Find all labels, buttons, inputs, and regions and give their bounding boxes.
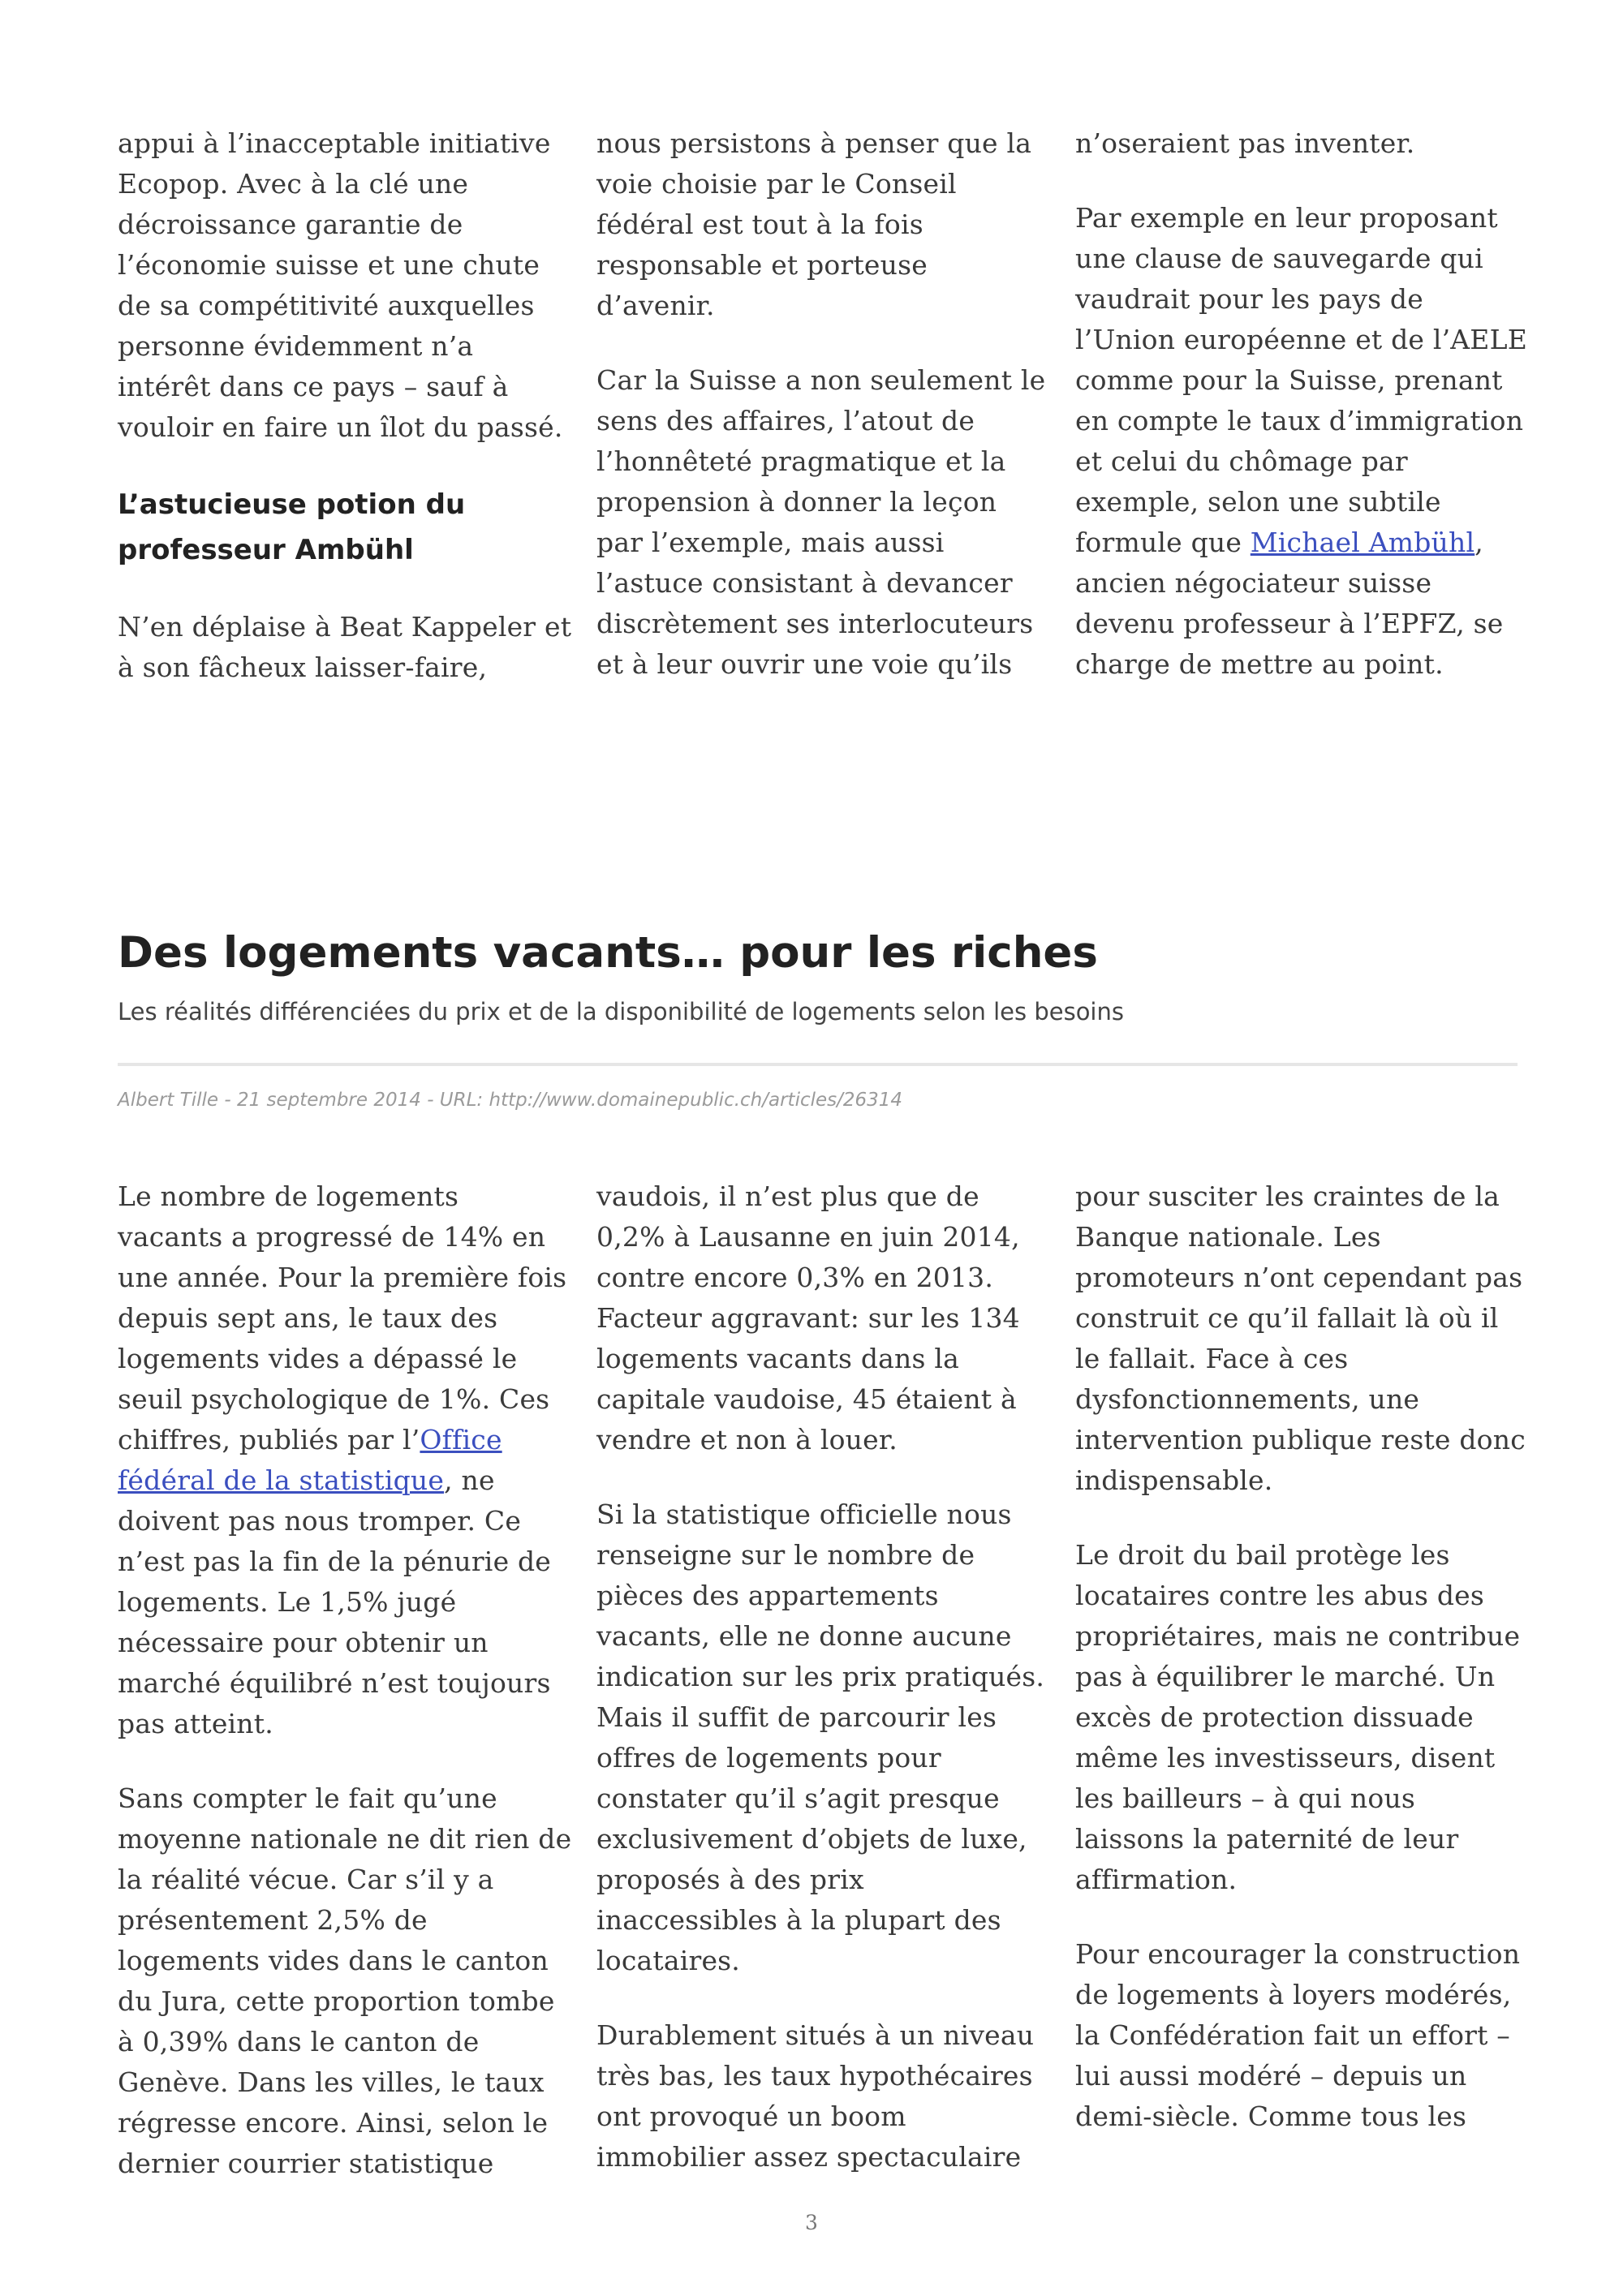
link-michael-ambuhl[interactable]: Michael Ambühl: [1250, 527, 1475, 558]
article-subtitle: Les réalités différenciées du prix et de la disponibilité de logements selon les besoins: [118, 998, 1124, 1025]
top-col2-paragraph-1: nous persistons à penser que la voie choisie par le Conseil fédéral est tout à la fois responsable et porteuse d’avenir.: [596, 127, 1032, 321]
top-col1-paragraph-2: N’en déplaise à Beat Kappeler et à son fâcheux laisser-faire,: [118, 611, 572, 683]
top-col3-paragraph-2: [1075, 198, 1530, 685]
article-col2-paragraph-2: Si la statistique officielle nous renseigne sur le nombre de pièces des appartements vacants, elle ne donne aucune indication sur les prix pratiqués. Mais il suffit de parcourir les offres de logements pour constater qu’il s’agit presque exclusivement d’objets de luxe, proposés à des prix inaccessibles à la plupart des locataires.: [596, 1498, 1045, 1976]
article-column-2: [596, 1176, 1051, 2212]
top-column-3: [1075, 123, 1530, 719]
divider: [118, 1063, 1518, 1066]
article-col3-paragraph-1: pour susciter les craintes de la Banque nationale. Les promoteurs n’ont cependant pas construit ce qu’il fallait là où il le fallait. Face à ces dysfonctionnements, une intervention publique reste donc indispensable.: [1075, 1180, 1526, 1496]
article-col3-paragraph-2: Le droit du bail protège les locataires contre les abus des propriétaires, mais ne contribue pas à équilibrer le marché. Un excès de protection dissuade même les investisseurs, disent les bailleurs – à qui nous laissons la paternité de leur affirmation.: [1075, 1539, 1521, 1895]
top-column-2: [596, 123, 1051, 719]
article-col1-paragraph-1: [118, 1176, 572, 1744]
article-column-3: [1075, 1176, 1530, 2171]
page-number: 3: [805, 2211, 818, 2234]
text-span: Le nombre de logements vacants a progressé de 14% en une année. Pour la première fois depuis sept ans, le taux des logements vides a dépassé le seuil psychologique de 1%. Ces chiffres, publiés par l’: [118, 1180, 567, 1455]
article-col1-paragraph-2: Sans compter le fait qu’une moyenne nationale ne dit rien de la réalité vécue. Car s’il y a présentement 2,5% de logements vides dans le canton du Jura, cette proportion tombe à 0,39% dans le canton de Genève. Dans les villes, le taux régresse encore. Ainsi, selon le dernier courrier statistique: [118, 1782, 572, 2179]
text-span: , ancien négociateur suisse devenu professeur à l’EPFZ, se charge de mettre au point.: [1075, 527, 1504, 680]
article-title: Des logements vacants… pour les riches: [118, 928, 1098, 978]
article-column-1: [118, 1176, 572, 2218]
section-heading: L’astucieuse potion du professeur Ambühl: [118, 488, 466, 566]
top-col2-paragraph-2: Car la Suisse a non seulement le sens des affaires, l’atout de l’honnêteté pragmatique et la propension à donner la leçon par l’exemple, mais aussi l’astuce consistant à devancer discrètement ses interlocuteurs et à leur ouvrir une voie qu’ils: [596, 364, 1046, 680]
top-col1-paragraph-1: appui à l’inacceptable initiative Ecopop. Avec à la clé une décroissance garantie de l’économie suisse et une chute de sa compétitivité auxquelles personne évidemment n’a intérêt dans ce pays – sauf à vouloir en faire un îlot du passé.: [118, 127, 563, 443]
top-column-1: [118, 123, 572, 722]
article-col2-paragraph-1: vaudois, il n’est plus que de 0,2% à Lausanne en juin 2014, contre encore 0,3% en 2013. Facteur aggravant: sur les 134 logements vacants dans la capitale vaudoise, 45 étaient à vendre et non à louer.: [596, 1180, 1020, 1455]
text-span: Par exemple en leur proposant une clause de sauvegarde qui vaudrait pour les pays de l’Union européenne et de l’AELE comme pour la Suisse, prenant en compte le taux d’immigration et celui du chômage par exemple, selon une subtile formule que: [1075, 202, 1528, 558]
text-span: , ne doivent pas nous tromper. Ce n’est pas la fin de la pénurie de logements. Le 1,5% jugé nécessaire pour obtenir un marché équilibré n’est toujours pas atteint.: [118, 1464, 552, 1739]
top-col3-paragraph-1: n’oseraient pas inventer.: [1075, 127, 1415, 159]
article-col3-paragraph-3: Pour encourager la construction de logements à loyers modérés, la Confédération fait un effort – lui aussi modéré – depuis un demi-siècle. Comme tous les: [1075, 1938, 1521, 2132]
article-col2-paragraph-3: Durablement situés à un niveau très bas, les taux hypothécaires ont provoqué un boom immobilier assez spectaculaire: [596, 2019, 1035, 2173]
article-meta: Albert Tille - 21 septembre 2014 - URL: http://www.domainepublic.ch/articles/26314: [118, 1090, 903, 1111]
link-office-federal-statistique[interactable]: Office fédéral de la statistique: [118, 1424, 502, 1496]
